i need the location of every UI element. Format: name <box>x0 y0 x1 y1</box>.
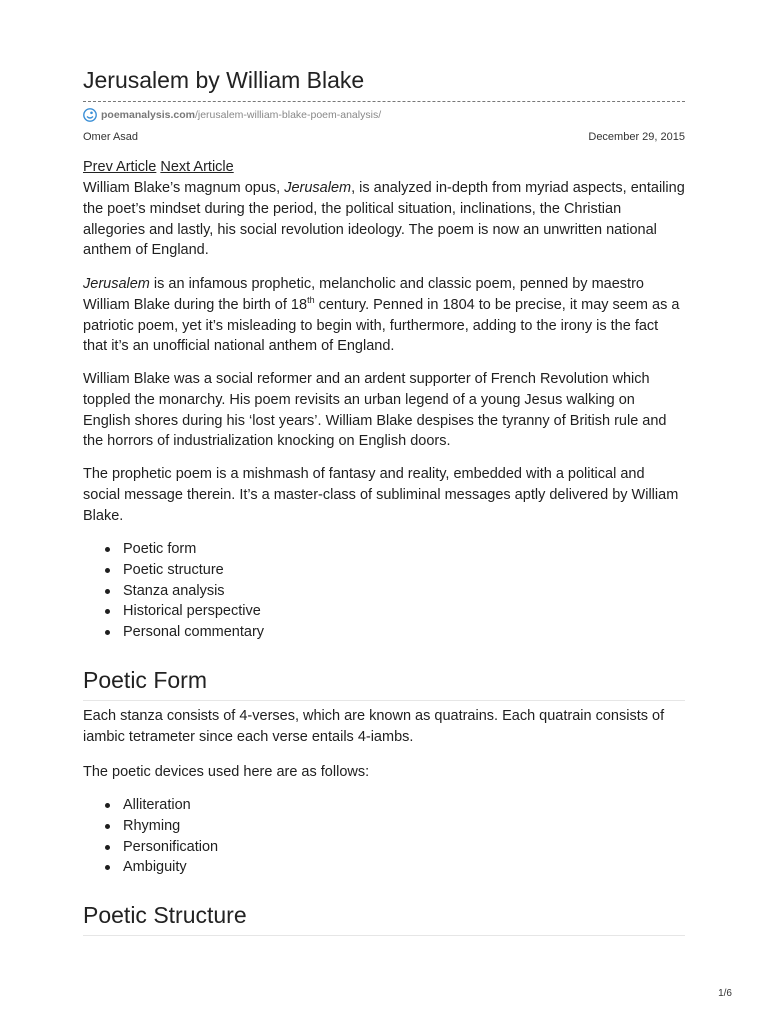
toc-item-poetic-structure: Poetic structure <box>83 560 264 581</box>
toc-item-stanza-analysis: Stanza analysis <box>83 581 264 602</box>
article-title: Jerusalem by William Blake <box>83 67 365 93</box>
ordinal-suffix: th <box>307 294 315 305</box>
toc-item-historical-perspective: Historical perspective <box>83 601 264 622</box>
device-item: Rhyming <box>83 816 218 837</box>
heading-poetic-structure: Poetic Structure <box>83 902 247 928</box>
heading-divider <box>83 700 685 701</box>
device-item: Personification <box>83 837 218 858</box>
source-domain: poemanalysis.com <box>101 109 195 121</box>
source-path: /jerusalem-william-blake-poem-analysis/ <box>194 109 382 121</box>
heading-divider <box>83 935 685 936</box>
prev-article-link[interactable]: Prev Article <box>83 159 157 175</box>
description-text-end: century. Penned in 1804 to be precise, it may seem as a patriotic poem, yet it’s misleading to begin with, furthermore, adding to the irony is the fact that it’s an unofficial national anthem of England. <box>83 296 680 355</box>
summary-paragraph: The prophetic poem is a mishmash of fantasy and reality, embedded with a political and social message therein. It’s a master-class of subliminal messages aptly delivered by William Blake. <box>83 466 679 524</box>
form-paragraph: Each stanza consists of 4-verses, which are known as quatrains. Each quatrain consists of iambic tetrameter since each verse entails 4-iambs. <box>83 708 665 745</box>
device-item: Alliteration <box>83 795 218 816</box>
device-item: Ambiguity <box>83 857 218 878</box>
heading-poetic-form: Poetic Form <box>83 667 207 693</box>
article-meta <box>83 131 685 143</box>
title-divider <box>83 101 685 102</box>
context-paragraph: William Blake was a social reformer and an ardent supporter of French Revolution which toppled the monarchy. His poem revisits an urban legend of a young Jesus walking on English shores during his ‘lost years’. William Blake despises the tyranny of British rule and the horrors of industrialization knocking on English doors. <box>83 371 667 450</box>
devices-intro: The poetic devices used here are as follows: <box>83 764 370 780</box>
source-url[interactable] <box>83 108 381 122</box>
intro-paragraph <box>83 178 685 261</box>
intro-poem-title: Jerusalem <box>284 180 352 196</box>
page-indicator: 1/6 <box>718 988 732 999</box>
toc-item-personal-commentary: Personal commentary <box>83 622 264 643</box>
next-article-link[interactable]: Next Article <box>160 159 234 175</box>
table-of-contents <box>83 539 264 643</box>
article-nav <box>83 159 234 175</box>
poetic-devices-list <box>83 795 218 878</box>
poemanalysis-logo-icon <box>83 108 97 122</box>
author-name: Omer Asad <box>83 131 139 143</box>
description-poem-title: Jerusalem <box>83 276 150 292</box>
description-paragraph <box>83 274 685 357</box>
toc-item-poetic-form: Poetic form <box>83 539 264 560</box>
description-text-start: is an infamous prophetic, melancholic and classic poem, penned by maestro William Blake during the birth of 18 <box>83 276 644 313</box>
intro-text-start: William Blake’s magnum opus, <box>83 180 285 196</box>
publish-date: December 29, 2015 <box>588 131 685 143</box>
intro-text-end: , is analyzed in-depth from myriad aspects, entailing the poet’s mindset during the period, the political situation, inclinations, the Christian allegories and lastly, his social revolution ideology. The poem is now an unwritten national anthem of England. <box>83 180 685 259</box>
